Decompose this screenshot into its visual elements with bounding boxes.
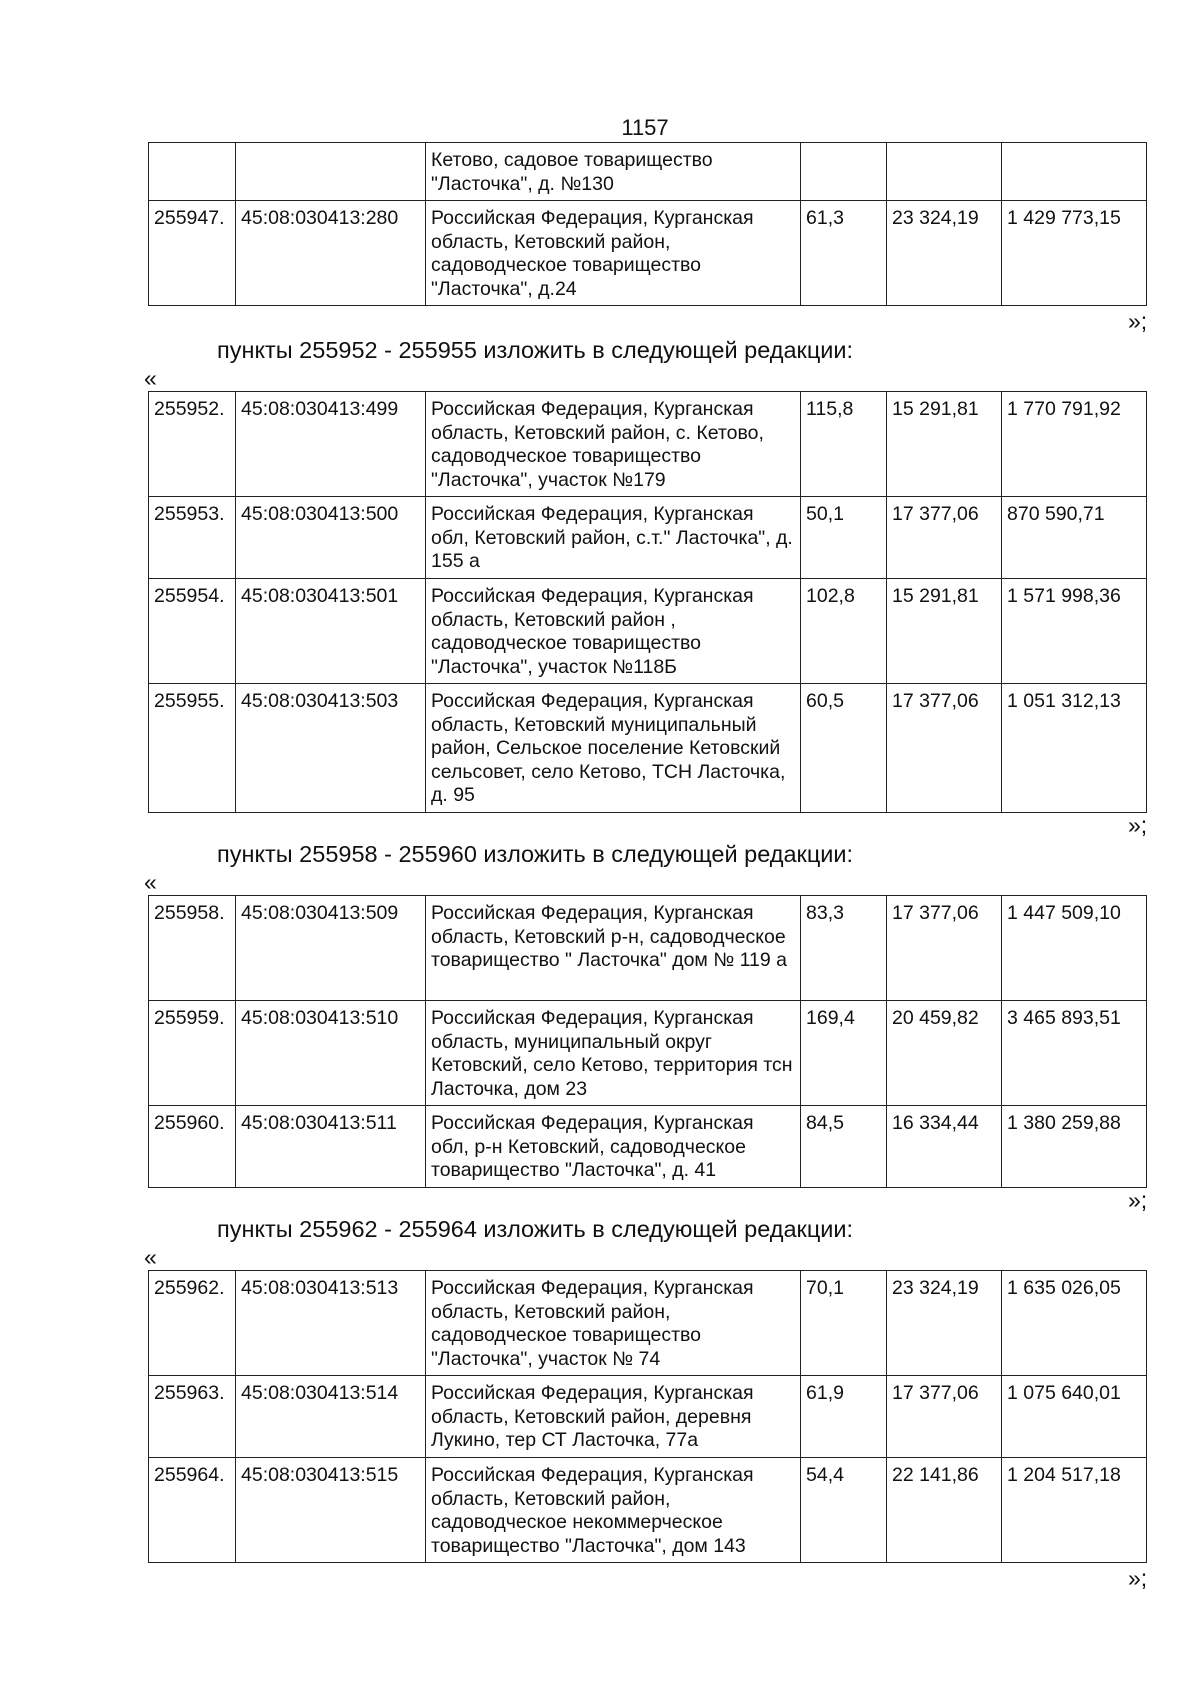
table-row — [149, 392, 1147, 497]
area-cell: 169,4 — [801, 1001, 887, 1106]
cadastral-number-cell: 45:08:030413:511 — [236, 1106, 426, 1188]
item-number-cell: 255962. — [149, 1271, 236, 1376]
item-number-cell: 255952. — [149, 392, 236, 497]
item-number-cell: 255958. — [149, 896, 236, 1001]
cadastral-value-cell: 870 590,71 — [1002, 497, 1147, 579]
area-cell: 61,3 — [801, 201, 887, 306]
table-row — [149, 684, 1147, 813]
item-number-cell: 255959. — [149, 1001, 236, 1106]
item-number-cell: 255964. — [149, 1458, 236, 1563]
unit-value-cell: 23 324,19 — [887, 1271, 1002, 1376]
address-cell: Российская Федерация, Курганская область, муниципальный округ Кетовский, село Кетово, территория тсн Ласточка, дом 23 — [426, 1001, 801, 1106]
closing-quote: »; — [1128, 308, 1148, 334]
unit-value-cell: 16 334,44 — [887, 1106, 1002, 1188]
unit-value-cell: 17 377,06 — [887, 896, 1002, 1001]
closing-quote: »; — [1128, 1565, 1148, 1591]
item-number-cell: 255947. — [149, 201, 236, 306]
address-cell: Российская Федерация, Курганская область, Кетовский район , садоводческое товарищество "Ласточка", участок №118Б — [426, 579, 801, 684]
cadastral-value-cell: 1 051 312,13 — [1002, 684, 1147, 813]
closing-quote: »; — [1128, 812, 1148, 838]
section-instruction: пункты 255952 - 255955 изложить в следующей редакции: — [217, 337, 854, 363]
cadastral-value-cell: 1 770 791,92 — [1002, 392, 1147, 497]
opening-quote: « — [144, 869, 157, 895]
unit-value-cell: 20 459,82 — [887, 1001, 1002, 1106]
cadastral-number-cell: 45:08:030413:514 — [236, 1376, 426, 1458]
unit-value-cell: 22 141,86 — [887, 1458, 1002, 1563]
area-cell: 60,5 — [801, 684, 887, 813]
cadastral-number-cell: 45:08:030413:510 — [236, 1001, 426, 1106]
item-number-cell: 255954. — [149, 579, 236, 684]
table-row — [149, 1001, 1147, 1106]
cadastral-value-cell: 3 465 893,51 — [1002, 1001, 1147, 1106]
carry-over-table — [148, 142, 1147, 306]
cadastral-number-cell: 45:08:030413:515 — [236, 1458, 426, 1563]
area-cell — [801, 143, 887, 201]
cadastral-value-cell: 1 447 509,10 — [1002, 896, 1147, 1001]
cadastral-number-cell: 45:08:030413:513 — [236, 1271, 426, 1376]
section-instruction: пункты 255958 - 255960 изложить в следующей редакции: — [217, 841, 854, 867]
table-row — [149, 1458, 1147, 1563]
area-cell: 70,1 — [801, 1271, 887, 1376]
unit-value-cell: 23 324,19 — [887, 201, 1002, 306]
cadastral-value-cell: 1 635 026,05 — [1002, 1271, 1147, 1376]
section-table — [148, 391, 1147, 813]
address-cell: Российская Федерация, Курганская область, Кетовский район, садоводческое некоммерческое товарищество "Ласточка", дом 143 — [426, 1458, 801, 1563]
cadastral-number-cell: 45:08:030413:280 — [236, 201, 426, 306]
cadastral-number-cell: 45:08:030413:503 — [236, 684, 426, 813]
section-table — [148, 895, 1147, 1188]
item-number-cell: 255960. — [149, 1106, 236, 1188]
item-number-cell: 255955. — [149, 684, 236, 813]
unit-value-cell: 17 377,06 — [887, 497, 1002, 579]
cadastral-value-cell — [1002, 143, 1147, 201]
address-cell: Российская Федерация, Курганская область, Кетовский район, садоводческое товарищество "Ласточка", участок № 74 — [426, 1271, 801, 1376]
area-cell: 115,8 — [801, 392, 887, 497]
table-row — [149, 143, 1147, 201]
cadastral-number-cell: 45:08:030413:501 — [236, 579, 426, 684]
item-number-cell: 255953. — [149, 497, 236, 579]
item-number-cell: 255963. — [149, 1376, 236, 1458]
table-row — [149, 1376, 1147, 1458]
address-cell: Российская Федерация, Курганская область, Кетовский район, садоводческое товарищество "Ласточка", д.24 — [426, 201, 801, 306]
area-cell: 102,8 — [801, 579, 887, 684]
cadastral-value-cell: 1 429 773,15 — [1002, 201, 1147, 306]
unit-value-cell — [887, 143, 1002, 201]
area-cell: 61,9 — [801, 1376, 887, 1458]
address-cell: Российская Федерация, Курганская область, Кетовский район, деревня Лукино, тер СТ Ласточка, 77а — [426, 1376, 801, 1458]
address-cell: Российская Федерация, Курганская область, Кетовский р-н, садоводческое товарищество " Ласточка" дом № 119 а — [426, 896, 801, 1001]
address-cell: Российская Федерация, Курганская обл, Кетовский район, с.т." Ласточка", д. 155 а — [426, 497, 801, 579]
opening-quote: « — [144, 1244, 157, 1270]
section-instruction: пункты 255962 - 255964 изложить в следующей редакции: — [217, 1216, 854, 1242]
cadastral-number-cell: 45:08:030413:500 — [236, 497, 426, 579]
table-row — [149, 1271, 1147, 1376]
cadastral-value-cell: 1 571 998,36 — [1002, 579, 1147, 684]
cadastral-number-cell — [236, 143, 426, 201]
cadastral-value-cell: 1 075 640,01 — [1002, 1376, 1147, 1458]
table-row — [149, 896, 1147, 1001]
address-cell: Российская Федерация, Курганская область, Кетовский район, с. Кетово, садоводческое товарищество "Ласточка", участок №179 — [426, 392, 801, 497]
cadastral-value-cell: 1 204 517,18 — [1002, 1458, 1147, 1563]
cadastral-value-cell: 1 380 259,88 — [1002, 1106, 1147, 1188]
table-row — [149, 1106, 1147, 1188]
closing-quote: »; — [1128, 1187, 1148, 1213]
table-row — [149, 201, 1147, 306]
section-table — [148, 1270, 1147, 1563]
opening-quote: « — [144, 365, 157, 391]
area-cell: 84,5 — [801, 1106, 887, 1188]
table-row — [149, 497, 1147, 579]
item-number-cell — [149, 143, 236, 201]
area-cell: 83,3 — [801, 896, 887, 1001]
address-cell: Российская Федерация, Курганская область, Кетовский муниципальный район, Сельское поселение Кетовский сельсовет, село Кетово, ТСН Ласточка, д. 95 — [426, 684, 801, 813]
area-cell: 50,1 — [801, 497, 887, 579]
unit-value-cell: 15 291,81 — [887, 579, 1002, 684]
unit-value-cell: 15 291,81 — [887, 392, 1002, 497]
page-number: 1157 — [621, 115, 669, 140]
unit-value-cell: 17 377,06 — [887, 1376, 1002, 1458]
table-row — [149, 579, 1147, 684]
address-cell: Российская Федерация, Курганская обл, р-н Кетовский, садоводческое товарищество "Ласточка", д. 41 — [426, 1106, 801, 1188]
cadastral-number-cell: 45:08:030413:509 — [236, 896, 426, 1001]
unit-value-cell: 17 377,06 — [887, 684, 1002, 813]
area-cell: 54,4 — [801, 1458, 887, 1563]
address-cell: Кетово, садовое товарищество "Ласточка", д. №130 — [426, 143, 801, 201]
cadastral-number-cell: 45:08:030413:499 — [236, 392, 426, 497]
